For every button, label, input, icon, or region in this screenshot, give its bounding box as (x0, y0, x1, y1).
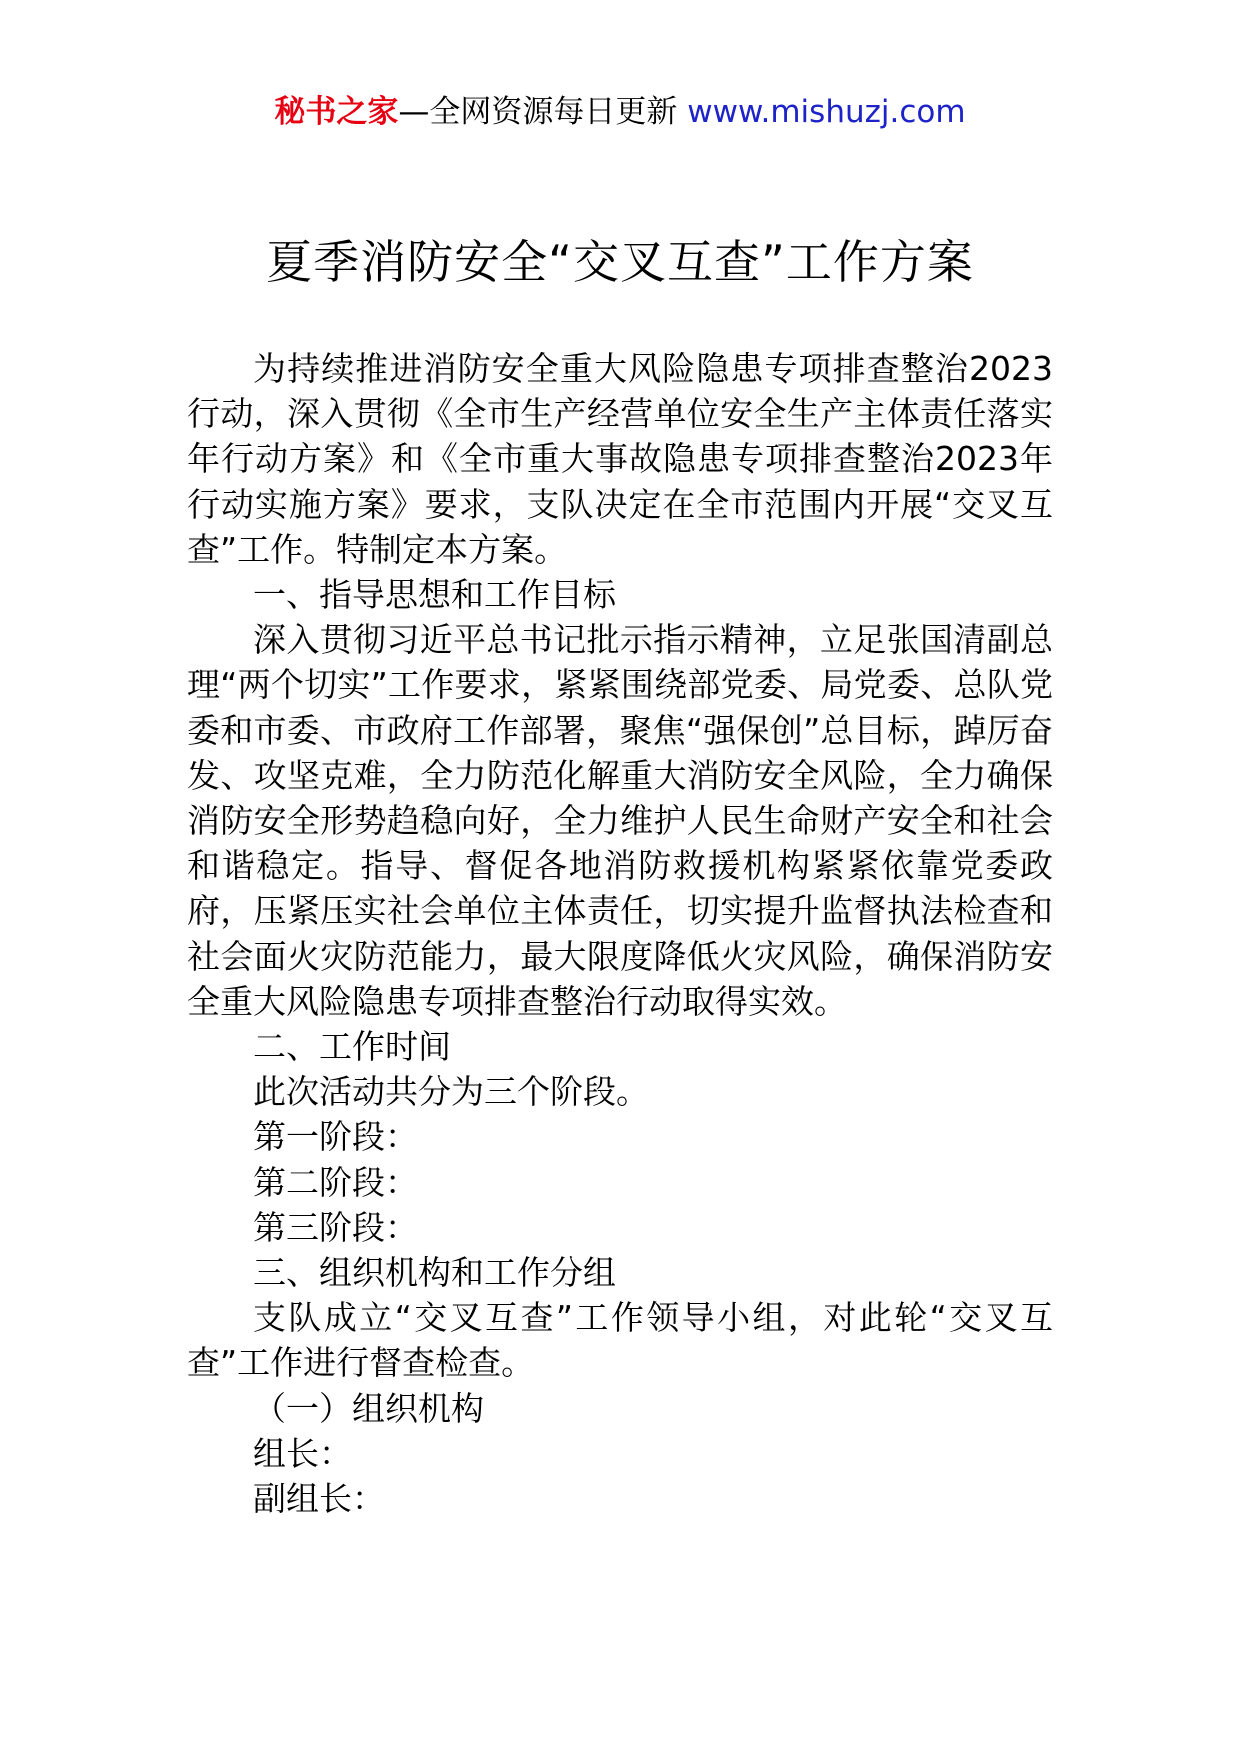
section-heading-2: 二、工作时间 (253, 1027, 451, 1067)
site-url-link[interactable]: www.mishuzj.com (687, 94, 966, 130)
stage-two-line: 第二阶段： (253, 1162, 418, 1202)
section-heading-1: 一、指导思想和工作目标 (253, 575, 616, 615)
guiding-ideology-paragraph: 深入贯彻习近平总书记批示指示精神，立足张国清副总理“两个切实”工作要求，紧紧围绕部党委、局党委、总队党委和市委、市政府工作部署，聚焦“强保创”总目标，踔厉奋发、攻坚克难，全力防范化解重大消防安全风险，全力确保消防安全形势趋稳向好，全力维护人民生命财产安全和社会和谐稳定。指导、督促各地消防救援机构紧紧依靠党委政府，压紧压实社会单位主体责任，切实提升监督执法检查和社会面火灾防范能力，最大限度降低火灾风险，确保消防安全重大风险隐患专项排查整治行动取得实效。 (187, 620, 1053, 1021)
site-brand: 秘书之家 (274, 94, 399, 130)
stages-intro-paragraph: 此次活动共分为三个阶段。 (253, 1072, 649, 1112)
deputy-leader-line: 副组长： (253, 1479, 385, 1519)
document-body (187, 346, 1053, 1521)
site-header (0, 92, 1240, 132)
document-title: 夏季消防安全“交叉互查”工作方案 (266, 235, 974, 289)
section-heading-3: 三、组织机构和工作分组 (253, 1253, 616, 1293)
site-slogan: —全网资源每日更新 (398, 94, 688, 130)
stage-one-line: 第一阶段： (253, 1117, 418, 1157)
leading-group-paragraph: 支队成立“交叉互查”工作领导小组，对此轮“交叉互查”工作进行督查检查。 (187, 1298, 1053, 1383)
stage-three-line: 第三阶段： (253, 1207, 418, 1247)
intro-paragraph: 为持续推进消防安全重大风险隐患专项排查整治2023行动，深入贯彻《全市生产经营单位安全生产主体责任落实年行动方案》和《全市重大事故隐患专项排查整治2023年行动实施方案》要求，支队决定在全市范围内开展“交叉互查”工作。特制定本方案。 (187, 349, 1053, 569)
group-leader-line: 组长： (253, 1433, 352, 1473)
subsection-heading-1: （一）组织机构 (253, 1388, 484, 1428)
